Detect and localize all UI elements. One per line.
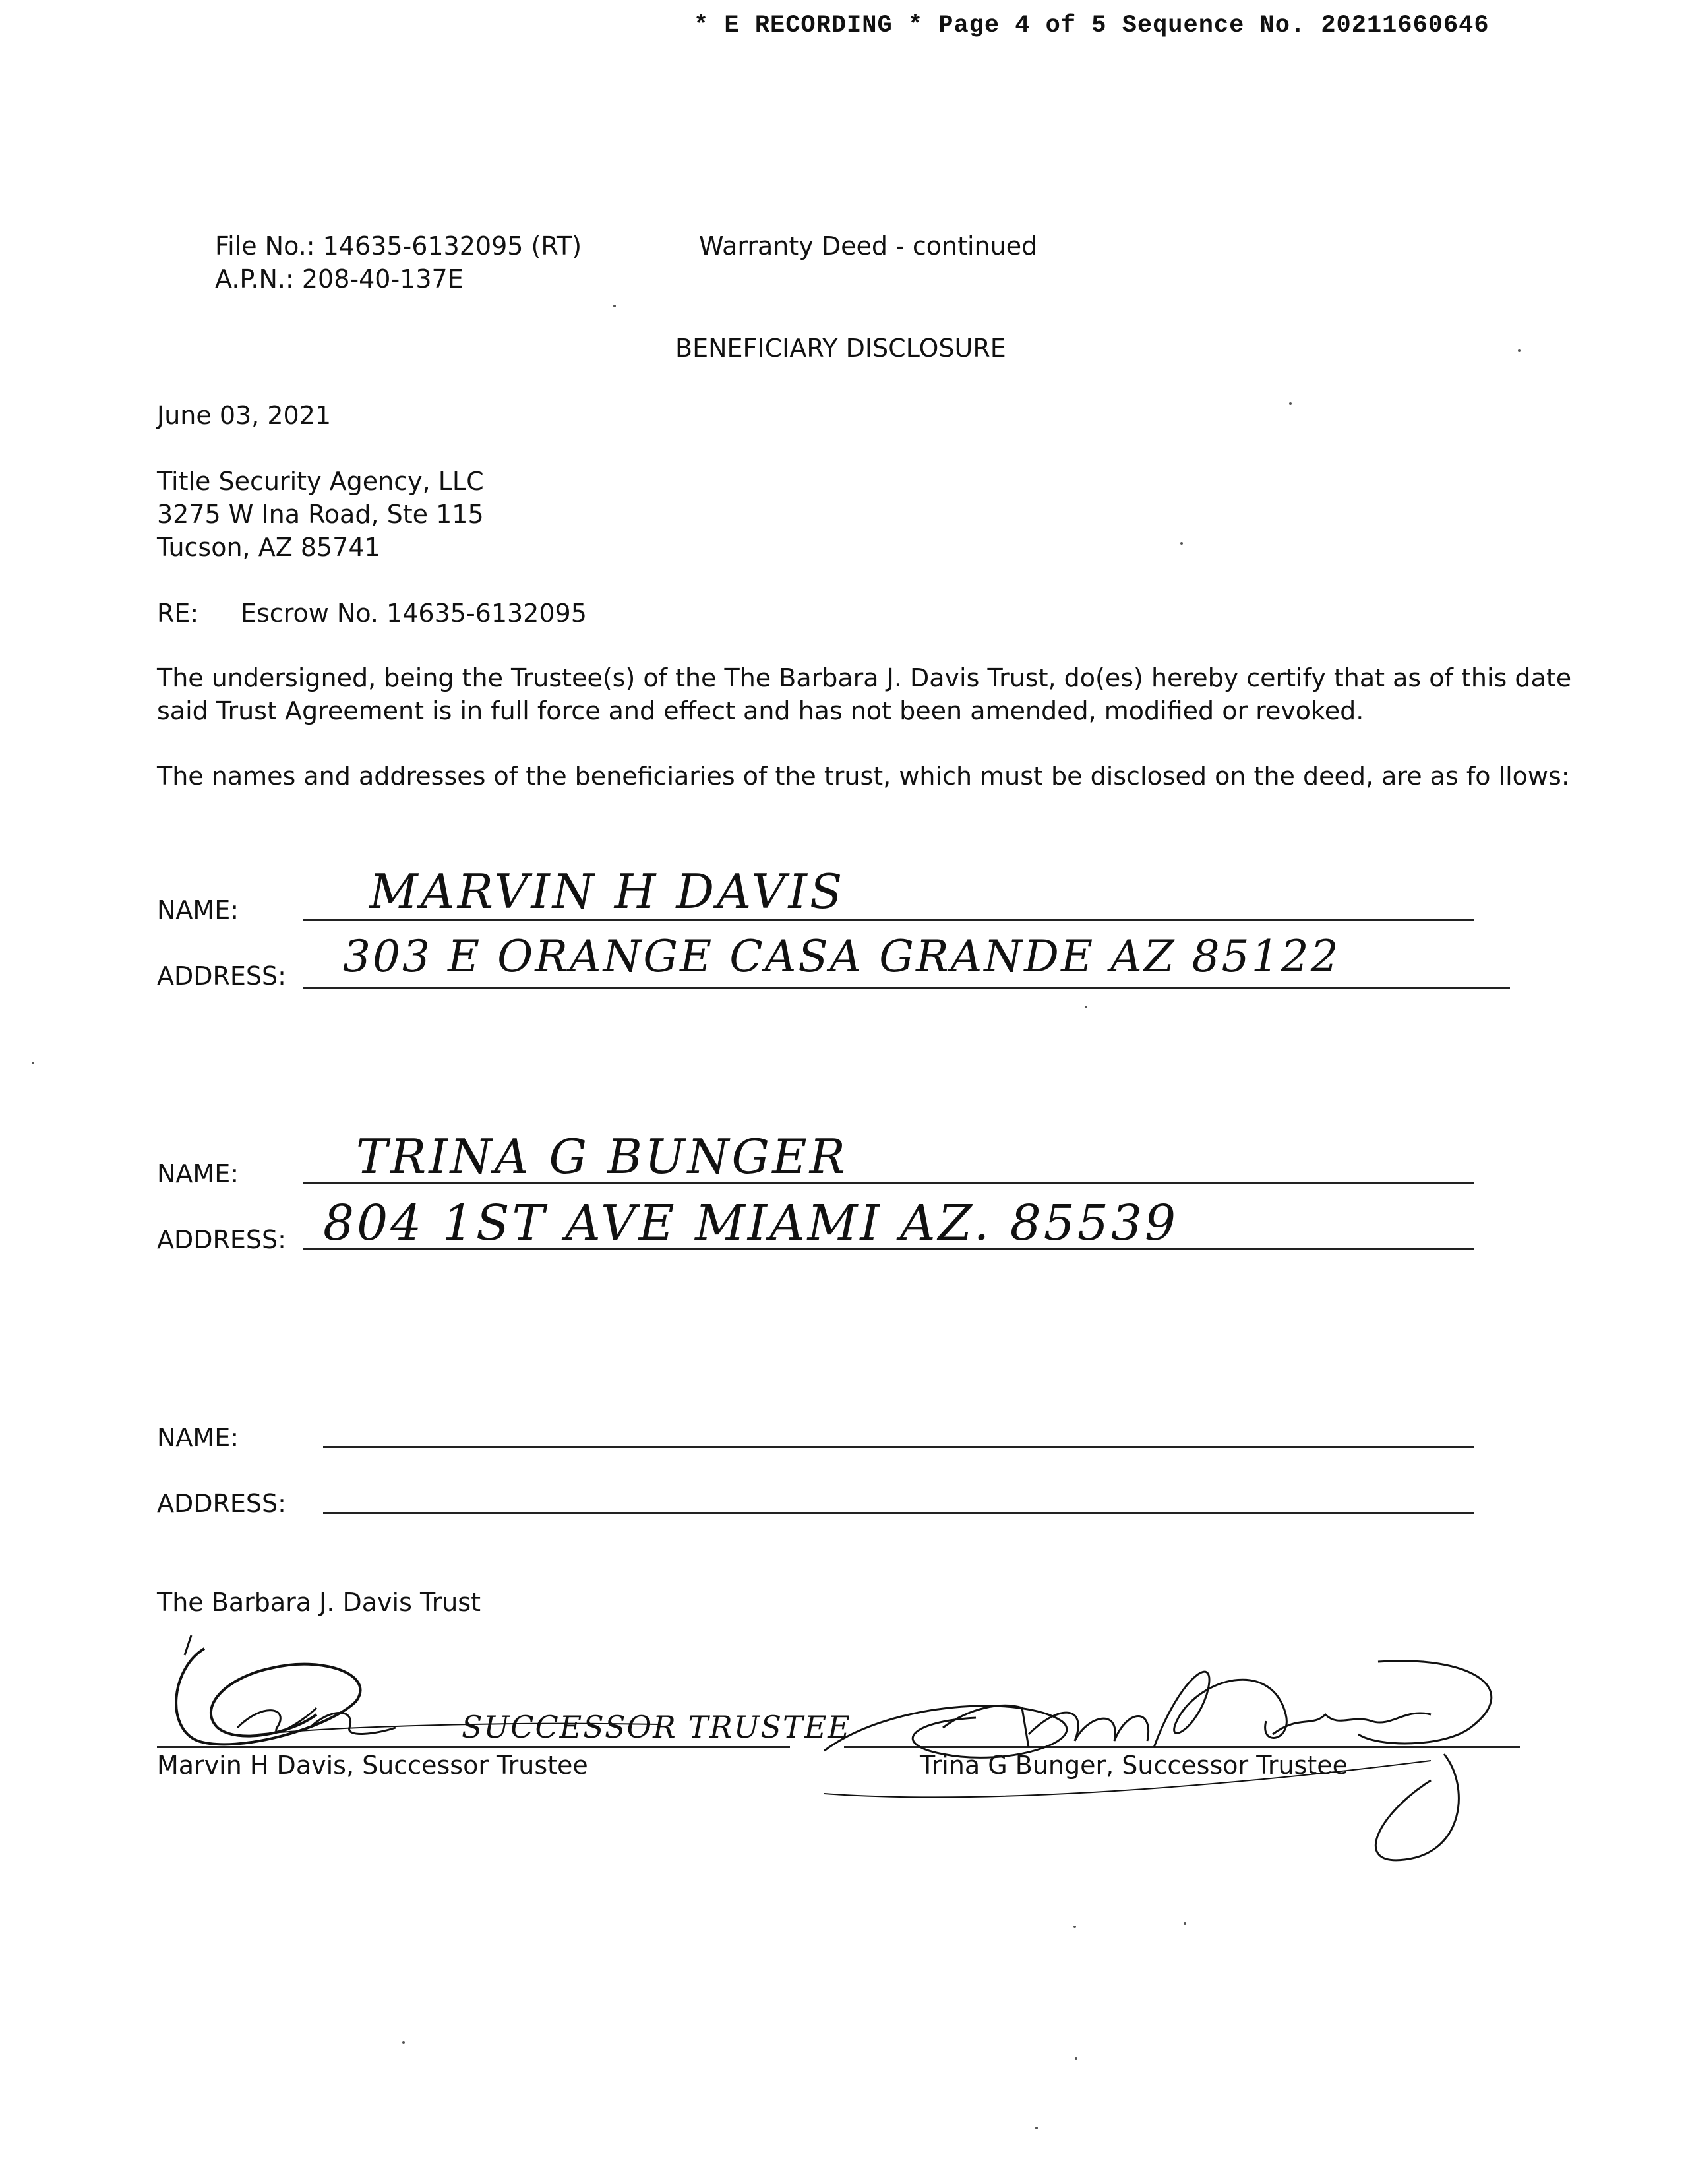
scan-speck xyxy=(1073,1926,1076,1928)
signature-caption-left: Marvin H Davis, Successor Trustee xyxy=(157,1751,588,1780)
apn-number: A.P.N.: 208-40-137E xyxy=(215,264,464,293)
beneficiary-2-name-label: NAME: xyxy=(157,1159,239,1188)
beneficiary-2-address: 804 1ST AVE MIAMI AZ. 85539 xyxy=(323,1195,1179,1252)
signature-note-left: SUCCESSOR TRUSTEE xyxy=(462,1709,851,1745)
scan-speck xyxy=(1289,402,1292,405)
document-type: Warranty Deed - continued xyxy=(699,231,1038,260)
beneficiary-2-name: TRINA G BUNGER xyxy=(356,1129,848,1184)
recipient-city: Tucson, AZ 85741 xyxy=(157,533,380,562)
scan-speck xyxy=(1518,349,1521,352)
file-number: File No.: 14635-6132095 (RT) xyxy=(215,231,582,260)
scan-speck xyxy=(1035,2127,1038,2129)
scan-speck xyxy=(613,305,616,307)
recording-header: * E RECORDING * Page 4 of 5 Sequence No. 20211660646 xyxy=(694,12,1490,40)
page-title: BENEFICIARY DISCLOSURE xyxy=(675,334,1006,363)
beneficiary-1-name: MARVIN H DAVIS xyxy=(369,864,845,919)
scan-speck xyxy=(1075,2057,1077,2060)
beneficiary-3-address-label: ADDRESS: xyxy=(157,1489,286,1518)
beneficiary-intro: The names and addresses of the beneficiaries of the trust, which must be disclosed on the deed, are as fo llows: xyxy=(157,762,1570,791)
trust-name: The Barbara J. Davis Trust xyxy=(157,1588,481,1617)
certification-text: The undersigned, being the Trustee(s) of the The Barbara J. Davis Trust, do(es) hereby certify that as of this date said Trust Agreement is in full force and effect and has not been amended, modified or revoked. xyxy=(157,663,1572,725)
re-label: RE: xyxy=(157,599,199,628)
beneficiary-1-address: 303 E ORANGE CASA GRANDE AZ 85122 xyxy=(343,931,1341,982)
scan-speck xyxy=(32,1062,34,1064)
signature-caption-right: Trina G Bunger, Successor Trustee xyxy=(920,1751,1348,1780)
letter-date: June 03, 2021 xyxy=(157,401,332,430)
beneficiary-1-address-line xyxy=(303,987,1510,989)
escrow-number: Escrow No. 14635-6132095 xyxy=(241,599,587,628)
beneficiary-3-name-label: NAME: xyxy=(157,1423,239,1452)
beneficiary-1-address-label: ADDRESS: xyxy=(157,961,286,990)
beneficiary-2-address-label: ADDRESS: xyxy=(157,1225,286,1254)
beneficiary-3-name-line xyxy=(323,1446,1474,1448)
recipient-address xyxy=(157,465,484,564)
scan-speck xyxy=(1180,542,1183,545)
recipient-street: 3275 W Ina Road, Ste 115 xyxy=(157,500,484,529)
scan-speck xyxy=(1085,1006,1087,1008)
beneficiary-1-name-label: NAME: xyxy=(157,895,239,925)
recipient-name: Title Security Agency, LLC xyxy=(157,467,484,496)
scan-speck xyxy=(1184,1922,1186,1925)
beneficiary-3-address-line xyxy=(323,1512,1474,1514)
scan-speck xyxy=(402,2041,405,2044)
